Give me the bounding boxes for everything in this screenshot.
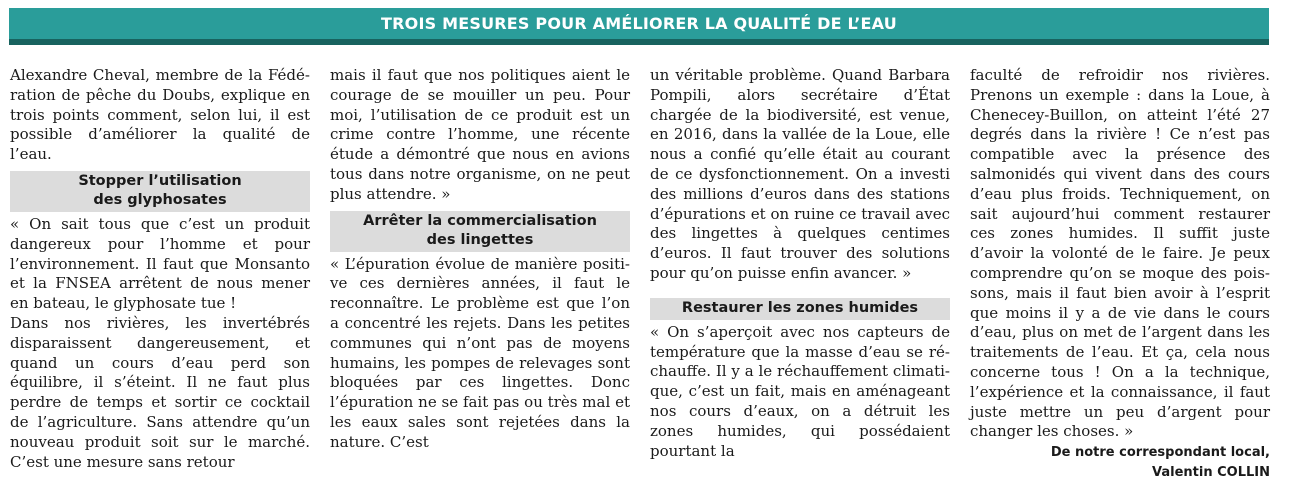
subhead-line: des glyphosates (93, 191, 227, 208)
subhead-line: Restaurer les zones humides (681, 299, 919, 316)
subhead-line: des lingettes (426, 231, 534, 248)
column-4 (970, 66, 1270, 483)
body-paragraph: mais il faut que nos politiques aient le courage de se mouiller un peu. Pour moi, l’utilisation de ce produit est un crime contre l’homme, une récente étude a démontré que nous en avions tous dans notre organisme, on ne peut plus attendre. » (330, 66, 630, 203)
subhead-line: Stopper l’utilisation (78, 172, 242, 189)
body-paragraph: un véritable problème. Quand Barbara Pompili, alors secrétaire d’État chargée de la biodiversité, est venue, en 2016, dans la vallée de la Loue, elle nous a confié qu’elle était au courant de ce dysfonctionnement. On a investi des millions d’euros dans des stations d’épurations et on ruine ce travail avec des lingettes à quelques centimes d’euros. Il faut trouver des solutions pour qu’on puisse enfin avancer. » (650, 66, 950, 282)
body-paragraph: « On sait tous que c’est un produit dangereux pour l’homme et pour l’environnement. Il faut que Monsanto et la FNSEA arrêtent de nous mener en bateau, le glyphosate tue ! (10, 214, 310, 313)
subhead-glyphosates (10, 171, 310, 212)
article-title: TROIS MESURES POUR AMÉLIORER LA QUALITÉ DE L’EAU (381, 14, 897, 33)
credit-author: Valentin COLLIN (1152, 465, 1270, 481)
article-title-banner (9, 8, 1269, 45)
subhead-zones-humides (650, 298, 950, 320)
body-paragraph: « L’épuration évolue de manière positive ces dernières années, il faut le reconnaître. Le problème est que l’on a concentré les rejets. Dans les petites communes qui n’ont pas de moyens humains, les pompes de relevages sont bloquées par ces lingettes. Donc l’épuration ne se fait pas ou très mal et les eaux sales sont rejetées dans la nature. C’est (330, 254, 630, 451)
body-paragraph: « On s’aperçoit avec nos capteurs de température que la masse d’eau se réchauffe. Il y a le réchauffement climatique, c’est un fait, mais en aménageant nos cours d’eaux, on a détruit les zones humides, qui possédaient pourtant la (650, 322, 950, 460)
intro-paragraph: Alexandre Cheval, membre de la Fédération de pêche du Doubs, explique en trois points comment, selon lui, il est possible d’améliorer la qualité de l’eau. (10, 66, 310, 164)
subhead-line: Arrêter la commercialisation (363, 212, 597, 229)
body-paragraph: faculté de refroidir nos rivières. Prenons un exemple : dans la Loue, à Chenecey-Buillon, on atteint l’été 27 degrés dans la rivière ! Ce n’est pas compatible avec la présence des salmonidés qui vivent dans des cours d’eau plus froids. Techniquement, on sait aujourd’hui comment restaurer ces zones humides. Il suffit juste d’avoir la volonté de le faire. Je peux comprendre qu’on se moque des poissons, mais il faut bien avoir à l’esprit que moins il y a de vie dans le cours d’eau, plus on met de l’argent dans les traitements de l’eau. Et ça, cela nous concerne tous ! On a la technique, l’expérience et la connaissance, il faut juste mettre un peu d’argent pour changer les choses. » (970, 66, 1270, 441)
subhead-lingettes (330, 211, 630, 252)
column-2 (330, 66, 630, 453)
author-credit (970, 443, 1270, 483)
body-paragraph: Dans nos rivières, les invertébrés disparaissent dangereusement, et quand un cours d’eau perd son équilibre, il s’éteint. Il ne faut plus perdre de temps et sortir ce cocktail de l’agriculture. Sans attendre qu’un nouveau produit soit sur le marché. C’est une mesure sans retour (10, 313, 310, 471)
column-3 (650, 66, 950, 461)
column-1 (10, 66, 310, 472)
credit-line: De notre correspondant local, (1050, 445, 1270, 461)
